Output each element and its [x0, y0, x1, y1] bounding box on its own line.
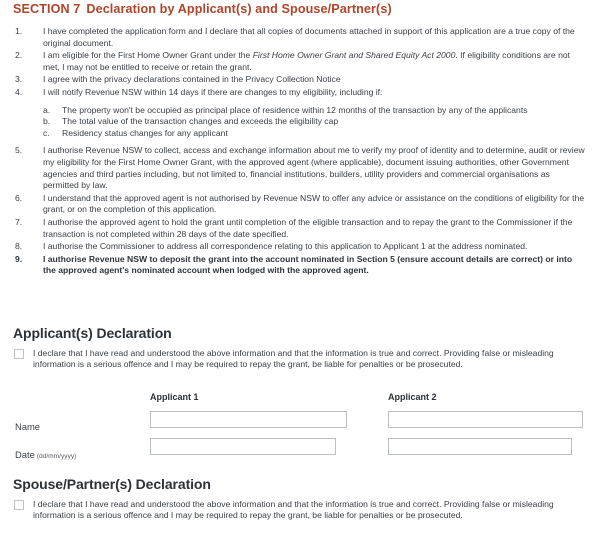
declaration-item: [0, 254, 601, 277]
sub-list-marker: c.: [43, 127, 50, 138]
list-marker: 3.: [15, 74, 23, 85]
list-marker: 4.: [15, 86, 23, 97]
date-input-applicant-1[interactable]: [150, 438, 336, 455]
declaration-text: I agree with the privacy declarations contained in the Privacy Collection Notice: [43, 74, 341, 85]
declaration-text-before: I am eligible for the First Home Owner Grant under the: [43, 50, 253, 61]
row-label-date-text: Date: [15, 449, 35, 460]
name-input-applicant-1[interactable]: [150, 411, 347, 428]
declaration-item: [0, 50, 601, 73]
declaration-text: I authorise Revenue NSW to deposit the grant into the account nominated in Section 5 (ensure account details are correct) or into the approved agent's nominated account when lodged with the approved agent.: [43, 253, 573, 276]
declaration-item: [0, 26, 601, 49]
declaration-item: [0, 217, 601, 240]
section-title: Declaration by Applicant(s) and Spouse/Partner(s): [86, 2, 392, 16]
list-marker: 1.: [15, 26, 23, 36]
list-marker: 9.: [15, 253, 23, 264]
sub-list-marker: b.: [43, 116, 51, 127]
section-number: SECTION 7: [13, 2, 81, 16]
column-header-applicant-1: Applicant 1: [150, 392, 199, 402]
section-heading: [13, 2, 392, 16]
declaration-sub-list: [0, 105, 601, 140]
applicants-declaration-statement: I declare that I have read and understood the above information and that the information is true and correct. Providing false or misleading information is a serious offence and I may be required to repay the grant, be liable for penalties or be prosecuted.: [33, 348, 554, 370]
declaration-text: I understand that the approved agent is not authorised by Revenue NSW to offer any advice or assistance on the conditions of eligibility for the grant, or on the completion of this application.: [43, 192, 585, 215]
spouse-declaration-heading: Spouse/Partner(s) Declaration: [13, 476, 211, 492]
declaration-sub-text: Residency status changes for any applicant: [62, 127, 228, 138]
row-label-name-text: Name: [15, 421, 41, 432]
declaration-item: [0, 87, 601, 99]
declaration-sub-text: The property won't be occupied as principal place of residence within 12 months of the transaction by any of the applicants: [62, 104, 528, 115]
list-marker: 2.: [15, 50, 23, 61]
declaration-item: [0, 193, 601, 216]
date-input-applicant-2[interactable]: [388, 438, 572, 455]
act-name: First Home Owner Grant and Shared Equity Act 2000: [252, 50, 456, 61]
declaration-text: I have completed the application form and I declare that all copies of documents attached in support of this application are a true copy of the original document.: [43, 26, 575, 48]
declaration-sub-item: [0, 116, 601, 128]
row-label-date: [15, 449, 76, 460]
applicants-declaration-heading: Applicant(s) Declaration: [13, 325, 172, 341]
declaration-text: I authorise the approved agent to hold the grant until completion of the eligible transaction and to repay the grant to the Commissioner if the transaction is not completed within 28 days of the date specified.: [43, 216, 573, 239]
name-input-applicant-2[interactable]: [388, 411, 583, 428]
spouse-declaration-statement: I declare that I have read and understood the above information and that the information is true and correct. Providing false or misleading information is a serious offence and I may be required to repay the grant, be liable for penalties or be prosecuted.: [33, 499, 554, 521]
declaration-item: [0, 145, 601, 191]
declaration-text: I will notify Revenue NSW within 14 days if there are changes to my eligibility, including if:: [43, 86, 383, 97]
list-marker: 7.: [15, 216, 23, 227]
declaration-sub-item: [0, 128, 601, 140]
date-format-hint: (dd/mm/yyyy): [36, 453, 77, 460]
list-marker: 8.: [15, 241, 23, 252]
list-marker: 5.: [15, 145, 23, 156]
declaration-sub-item: [0, 105, 601, 117]
row-label-name: [15, 421, 40, 432]
declaration-item: [0, 74, 601, 86]
declarations-list: [0, 26, 601, 278]
declaration-item: [0, 241, 601, 253]
sub-list-marker: a.: [43, 104, 51, 115]
spouse-declaration-checkbox[interactable]: [14, 500, 24, 510]
declaration-text: I authorise Revenue NSW to collect, access and exchange information about me to verify my proof of identity and to determine, audit or review my eligibility for the First Home Owner Grant, with the approved agent (where applicable), document issuing authorities, other Government agencies and third parties including, but not limited to, financial institutions, builders, utility providers and commercial organisations as permitted by law.: [43, 145, 585, 191]
spouse-declaration-block: [13, 499, 573, 522]
declaration-text-after: . If eligibility conditions are not met, I may not be entitled to receive or retain the grant.: [43, 50, 571, 72]
declaration-sub-text: The total value of the transaction changes and exceeds the eligibility cap: [62, 116, 339, 127]
list-marker: 6.: [15, 192, 23, 203]
applicants-declaration-checkbox[interactable]: [14, 349, 24, 359]
applicants-declaration-block: [13, 348, 573, 371]
column-header-applicant-2: Applicant 2: [388, 392, 437, 402]
declaration-text: I authorise the Commissioner to address all correspondence relating to this application to Applicant 1 at the address nominated.: [43, 241, 528, 252]
